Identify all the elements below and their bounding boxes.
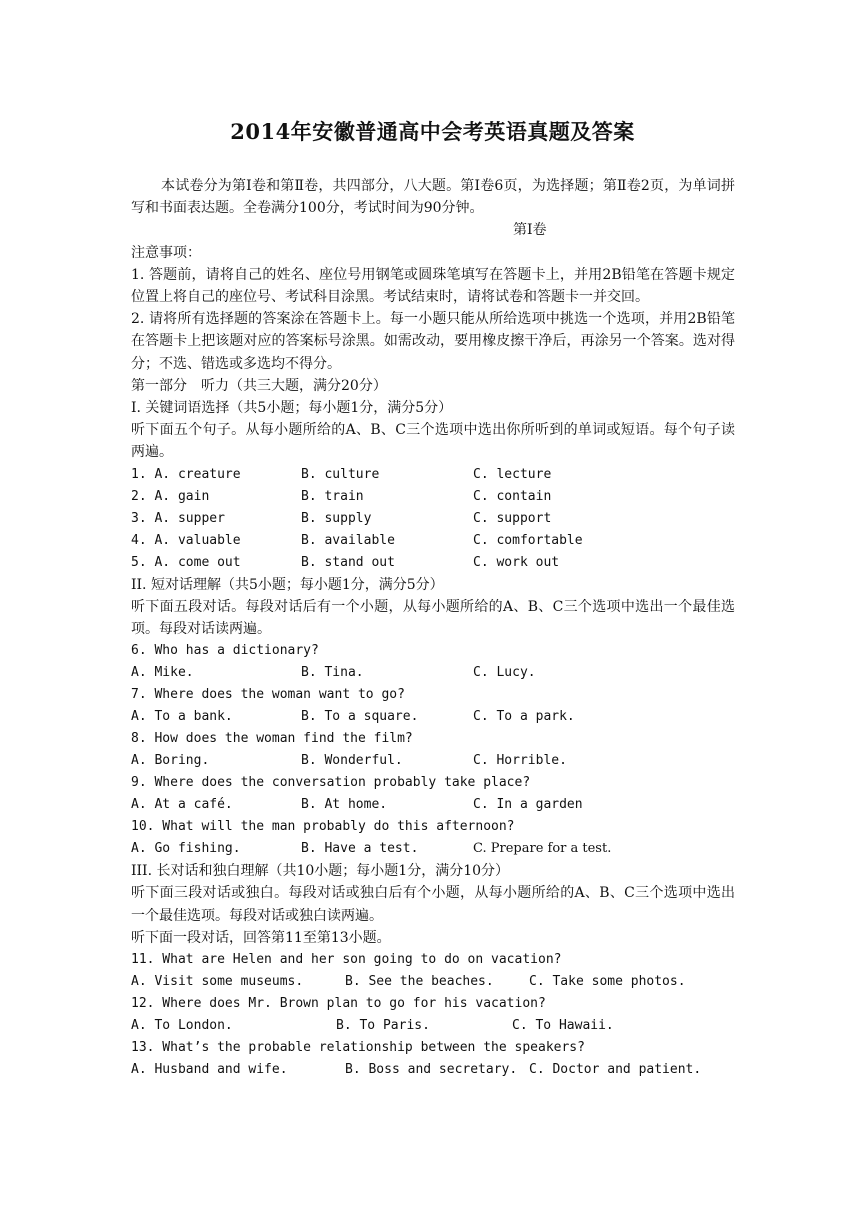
question-list [131, 949, 735, 1081]
section-heading: I. 关键词语选择（共5小题；每小题1分，满分5分） [131, 400, 453, 417]
option-b: B. Wonderful. [301, 753, 403, 769]
option-c: C. Take some photos. [529, 973, 686, 989]
question-row [131, 464, 735, 486]
section-instruction: 听下面五段对话。每段对话后有一个小题，从每小题所给的A、B、C三个选项中选出一个最佳选项。每段对话读两遍。 [131, 598, 735, 638]
option-c: C. Doctor and patient. [529, 1061, 702, 1077]
question-stem: 6. Who has a dictionary? [131, 643, 319, 659]
question-stem: 10. What will the man probably do this afternoon? [131, 819, 515, 835]
notice-item: 2. 请将所有选择题的答案涂在答题卡上。每一小题只能从所给选项中挑选一个选项，并用2B铅笔在答题卡上把该题对应的答案标号涂黑。如需改动，要用橡皮擦干净后，再涂另一个答案。选对得分；不选、错选或多选均不得分。 [131, 311, 735, 372]
option-c: C. contain [473, 488, 552, 504]
option-c: C. Lucy. [473, 665, 536, 681]
section-instruction: 听下面五个句子。从每小题所给的A、B、C三个选项中选出你所听到的单词或短语。每个句子读两遍。 [131, 422, 735, 461]
question-options [131, 971, 735, 993]
option-b: B. Tina. [301, 665, 364, 681]
option-a: 4. A. valuable [131, 532, 241, 548]
question-stem: 9. Where does the conversation probably take place? [131, 775, 531, 791]
question-options [131, 794, 735, 816]
question-options [131, 662, 735, 684]
part-heading: 第一部分 听力（共三大题，满分20分） [131, 377, 387, 394]
option-c: C. In a garden [473, 797, 583, 813]
option-c: C. Prepare for a test. [473, 841, 612, 857]
page-title: 2014年安徽普通高中会考英语真题及答案 [230, 119, 635, 144]
option-b: B. To a square. [301, 709, 419, 725]
question-list [131, 640, 735, 860]
option-a: A. To a bank. [131, 709, 233, 725]
question-options [131, 706, 735, 728]
section-subinstruction: 听下面一段对话，回答第11至第13小题。 [131, 929, 391, 946]
option-b: B. available [301, 532, 395, 548]
section-instruction: 听下面三段对话或独白。每段对话或独白后有个小题，从每小题所给的A、B、C三个选项中选出一个最佳选项。每段对话或独白读两遍。 [131, 885, 735, 924]
question-stem: 11. What are Helen and her son going to do on vacation? [131, 951, 562, 967]
option-a: A. Go fishing. [131, 841, 241, 857]
option-b: B. train [301, 488, 364, 504]
option-a: 1. A. creature [131, 466, 241, 482]
question-stem: 7. Where does the woman want to go? [131, 687, 405, 703]
option-c: C. work out [473, 554, 560, 570]
option-a: A. At a café. [131, 797, 233, 813]
option-b: B. At home. [301, 797, 388, 813]
option-a: A. To London. [131, 1017, 233, 1033]
option-a: A. Mike. [131, 665, 194, 681]
option-a: 2. A. gain [131, 488, 210, 504]
option-b: B. culture [301, 466, 380, 482]
question-list [131, 464, 735, 574]
option-b: B. To Paris. [336, 1017, 430, 1033]
section-heading: II. 短对话理解（共5小题；每小题1分，满分5分） [131, 576, 444, 593]
question-row [131, 552, 735, 574]
option-a: 5. A. come out [131, 554, 241, 570]
option-b: B. Boss and secretary. [345, 1061, 518, 1077]
option-a: A. Visit some museums. [131, 973, 304, 989]
volume-heading: 第Ⅰ卷 [513, 222, 547, 239]
option-c: C. lecture [473, 466, 552, 482]
option-c: C. To a park. [473, 709, 575, 725]
question-options [131, 750, 735, 772]
document-body [131, 175, 735, 1081]
option-a: A. Boring. [131, 753, 210, 769]
option-b: B. See the beaches. [345, 973, 494, 989]
notice-title: 注意事项： [131, 244, 201, 261]
question-options [131, 1059, 735, 1081]
intro-paragraph: 本试卷分为第Ⅰ卷和第Ⅱ卷，共四部分，八大题。第Ⅰ卷6页，为选择题；第Ⅱ卷2页，为单词拼写和书面表达题。全卷满分100分，考试时间为90分钟。 [131, 178, 735, 217]
question-row [131, 530, 735, 552]
question-options [131, 1015, 735, 1037]
option-b: B. stand out [301, 554, 395, 570]
option-c: C. Horrible. [473, 753, 567, 769]
option-c: C. support [473, 510, 552, 526]
option-a: 3. A. supper [131, 510, 225, 526]
question-options [131, 838, 735, 860]
option-c: C. To Hawaii. [512, 1017, 614, 1033]
question-stem: 8. How does the woman find the film? [131, 731, 413, 747]
question-row [131, 508, 735, 530]
section-heading: III. 长对话和独白理解（共10小题；每小题1分，满分10分） [131, 863, 510, 880]
notice-item: 1. 答题前，请将自己的姓名、座位号用钢笔或圆珠笔填写在答题卡上，并用2B铅笔在答题卡规定位置上将自己的座位号、考试科目涂黑。考试结束时，请将试卷和答题卡一并交回。 [131, 266, 735, 306]
option-b: B. supply [301, 510, 372, 526]
option-c: C. comfortable [473, 532, 583, 548]
question-stem: 12. Where does Mr. Brown plan to go for his vacation? [131, 995, 546, 1011]
option-a: A. Husband and wife. [131, 1061, 288, 1077]
question-stem: 13. What’s the probable relationship between the speakers? [131, 1039, 585, 1055]
option-b: B. Have a test. [301, 841, 419, 857]
question-row [131, 486, 735, 508]
